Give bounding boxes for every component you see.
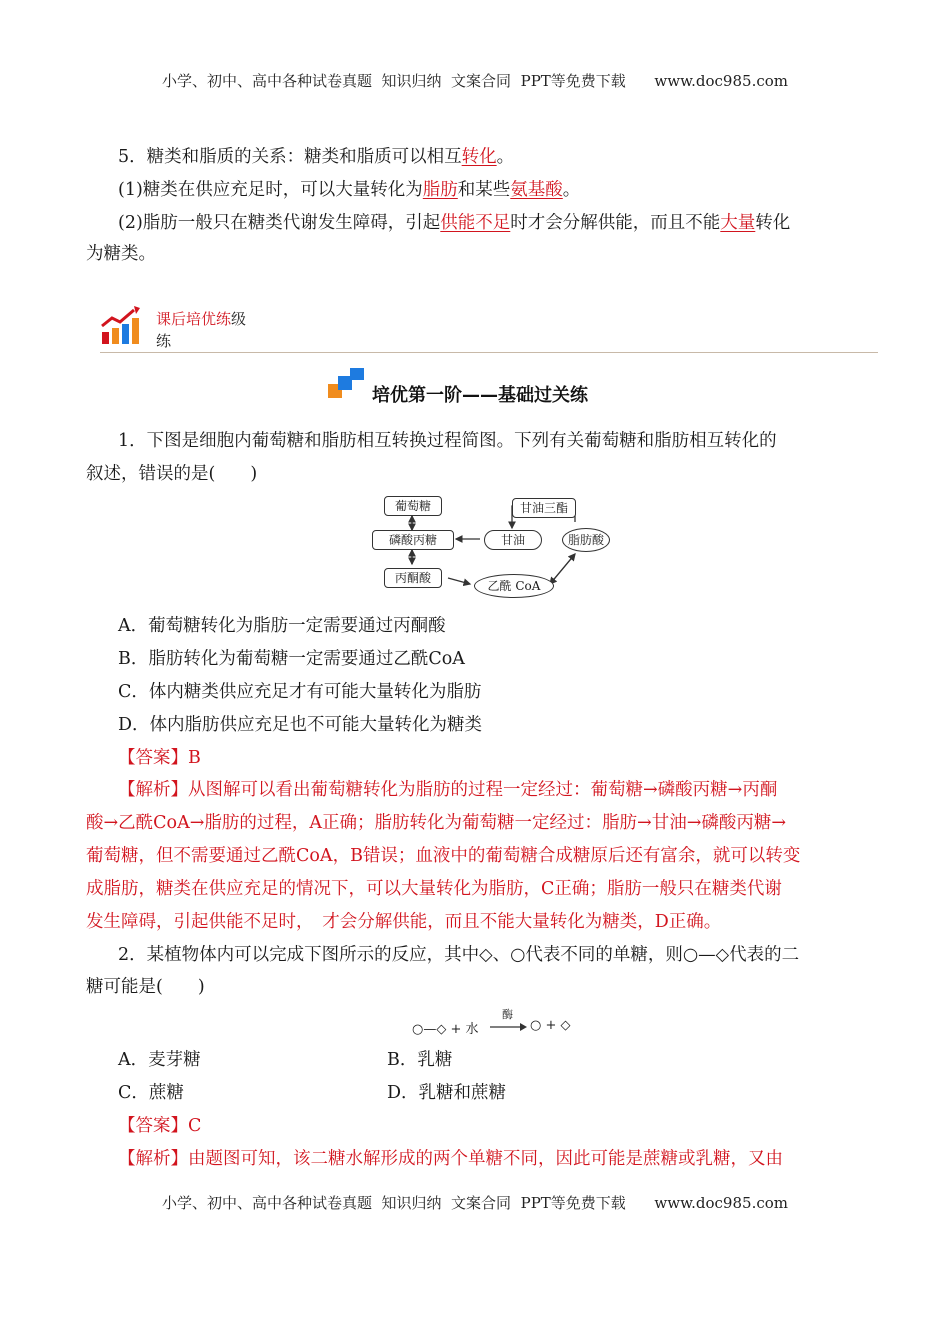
q1-answer: 【答案】B [118,748,201,768]
q2-option-a: A．麦芽糖 [118,1050,201,1070]
p5-text: 时才会分解供能，而且不能 [510,213,721,233]
p5-line1 [118,146,898,168]
node-acetyl-coa: 乙酰 CoA [474,574,554,598]
p5-keyword: 供能不足 [440,213,511,233]
reaction-equation [412,1006,582,1038]
p5-text: 和某些 [457,180,511,200]
equation-right: ○ + ◇ [530,1018,571,1033]
q1-explanation-line2: 酸→乙酰CoA→脂肪的过程，A正确；脂肪转化为葡萄糖一定经过：脂肪→甘油→磷酸丙糖→ [86,813,787,833]
p5-text: 转化 [755,213,791,233]
page-footer: 小学、初中、高中各种试卷真题 知识归纳 文案合同 PPT等免费下载 www.doc985.com [161,1194,788,1212]
section-title [156,308,246,329]
equation-left: ○—◇ + 水 [412,1022,479,1037]
q1-stem-line1: 1．下图是细胞内葡萄糖和脂肪相互转换过程简图。下列有关葡萄糖和脂肪相互转化的 [118,431,777,451]
node-phosphotriose: 磷酸丙糖 [372,530,454,550]
q2-explanation-line1: 【解析】由题图可知，该二糖水解形成的两个单糖不同，因此可能是蔗糖或乳糖，又由 [118,1149,783,1169]
steps-icon [328,368,368,400]
q2-option-c: C．蔗糖 [118,1083,184,1103]
p5-text: 。 [496,147,515,167]
q1-option-d: D．体内脂肪供应充足也不可能大量转化为糖类 [118,715,483,735]
q1-explanation-line5: 发生障碍，引起供能不足时， 才会分解供能，而且不能大量转化为糖类，D正确。 [86,912,722,932]
p5-text: (1)糖类在供应充足时，可以大量转化为 [118,180,423,200]
p5-line2 [118,179,898,201]
p5-text: (2)脂肪一般只在糖类代谢发生障碍，引起 [118,213,441,233]
q2-option-d: D．乳糖和蔗糖 [387,1083,507,1103]
node-triglyceride: 甘油三酯 [512,498,576,518]
q2-option-b: B．乳糖 [387,1050,453,1070]
node-pyruvate: 丙酮酸 [384,568,442,588]
q1-stem-line2: 叙述，错误的是( ) [86,464,258,484]
q2-stem-line1: 2．某植物体内可以完成下图所示的反应，其中◇、○代表不同的单糖，则○—◇代表的二 [118,945,800,965]
step-title: 培优第一阶——基础过关练 [372,385,588,406]
section-title-red: 课后培优练 [156,310,232,328]
q1-explanation-line4: 成脂肪，糖类在供应充足的情况下，可以大量转化为脂肪，C正确；脂肪一般只在糖类代谢 [86,879,782,899]
node-fatty-acid: 脂肪酸 [562,528,610,552]
q1-option-a: A．葡萄糖转化为脂肪一定需要通过丙酮酸 [118,616,446,636]
q1-explanation-line1: 【解析】从图解可以看出葡萄糖转化为脂肪的过程一定经过：葡萄糖→磷酸丙糖→丙酮 [118,780,778,800]
p5-line3 [118,212,898,234]
q1-option-c: C．体内糖类供应充足才有可能大量转化为脂肪 [118,682,482,702]
p5-text: 5．糖类和脂质的关系：糖类和脂质可以相互 [118,147,462,167]
enzyme-label: 酶 [502,1008,513,1021]
section-title-black: 级 [231,310,247,328]
node-glycerol: 甘油 [484,530,542,550]
q2-stem-line2: 糖可能是( ) [86,977,205,997]
p5-keyword: 脂肪 [422,180,458,200]
p5-keyword: 大量 [720,213,756,233]
growth-chart-icon [100,306,144,346]
glucose-fat-diagram [370,492,620,602]
q1-explanation-line3: 葡萄糖，但不需要通过乙酰CoA，B错误；血液中的葡萄糖合成糖原后还有富余，就可以转变 [86,846,801,866]
page-header: 小学、初中、高中各种试卷真题 知识归纳 文案合同 PPT等免费下载 www.doc985.com [161,72,788,90]
node-glucose: 葡萄糖 [384,496,442,516]
reaction-arrow [490,1022,528,1032]
p5-text: 。 [562,180,581,200]
section-divider [100,352,878,353]
q2-answer: 【答案】C [118,1116,202,1136]
p5-line4: 为糖类。 [86,244,156,264]
p5-keyword: 转化 [461,147,497,167]
q1-option-b: B．脂肪转化为葡萄糖一定需要通过乙酰CoA [118,649,465,669]
p5-keyword: 氨基酸 [510,180,563,200]
section-title-line2: 练 [156,332,172,350]
